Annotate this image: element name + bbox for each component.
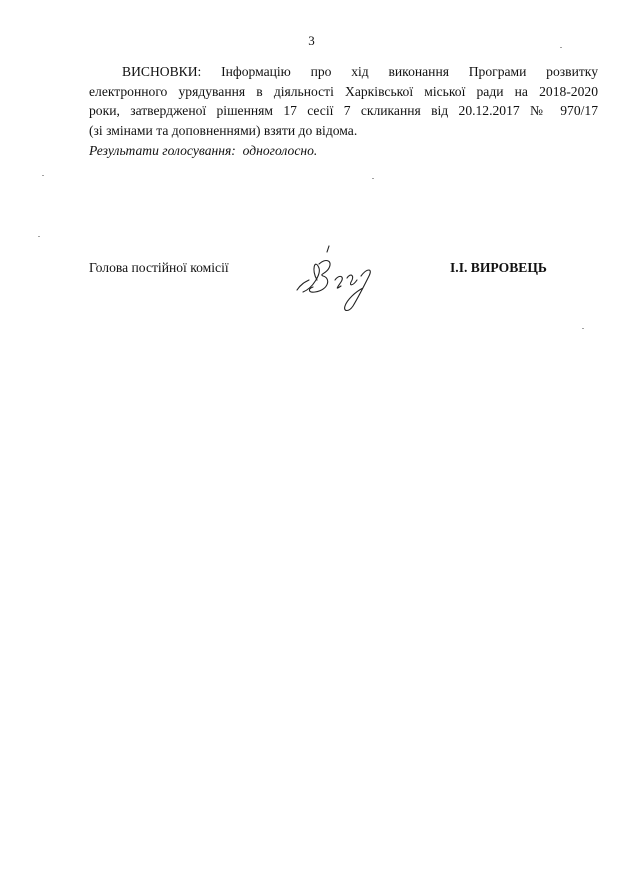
- voting-result: [89, 143, 317, 159]
- conclusion-line-1: [89, 62, 598, 82]
- conclusion-paragraph: [89, 62, 598, 140]
- signatory-title: Голова постійної комісії: [89, 260, 229, 275]
- conclusion-label: ВИСНОВКИ:: [122, 64, 202, 79]
- scan-speck: [582, 328, 584, 329]
- conclusion-text-1: Інформацію про хід виконання Програми розвитку: [221, 64, 598, 79]
- scan-speck: [560, 47, 562, 48]
- handwritten-signature: [289, 240, 389, 320]
- scan-speck: [38, 236, 40, 237]
- signatory-name: І.І. ВИРОВЕЦЬ: [450, 260, 547, 275]
- page-number: 3: [308, 33, 315, 48]
- conclusion-line-2: електронного урядування в діяльності Харківської міської ради на 2018-2020: [89, 83, 598, 99]
- voting-label: Результати голосування:: [89, 143, 236, 158]
- conclusion-line-4: (зі змінами та доповненнями) взяти до відома.: [89, 122, 358, 138]
- scan-speck: [42, 175, 44, 176]
- conclusion-line-3: роки, затвердженої рішенням 17 сесії 7 скликання від 20.12.2017 № 970/17: [89, 103, 598, 118]
- signature-block: [89, 260, 598, 320]
- voting-value: одноголосно.: [242, 143, 318, 158]
- scan-speck: [372, 178, 374, 179]
